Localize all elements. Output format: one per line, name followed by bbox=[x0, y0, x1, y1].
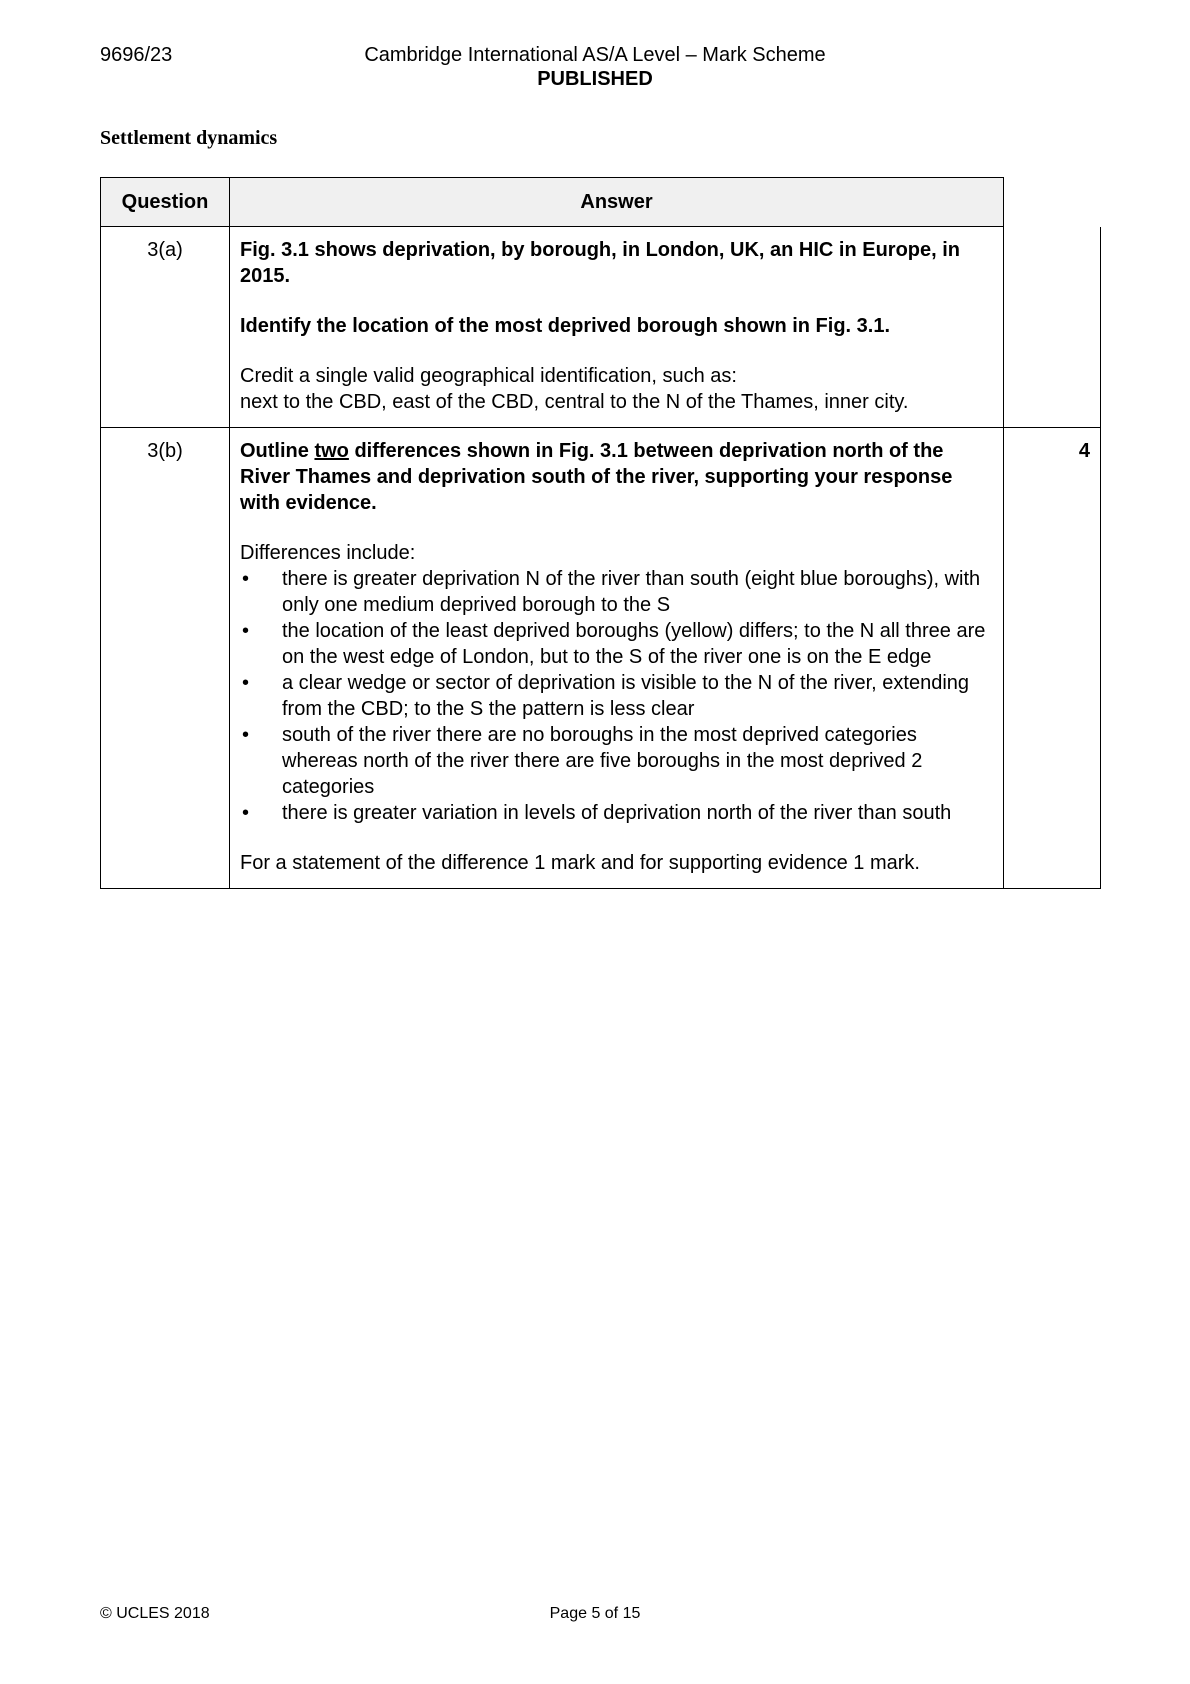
bullet-icon: • bbox=[242, 568, 250, 590]
paper-code: 9696/23 bbox=[100, 44, 173, 66]
question-instruction: Identify the location of the most deprived borough shown in Fig. 3.1. bbox=[240, 315, 891, 337]
marks-cell: 4 bbox=[1004, 428, 1101, 889]
answer-column-header: Answer bbox=[230, 178, 1004, 227]
list-item: • the location of the least deprived boroughs (yellow) differs; to the N all three are on the west edge of London, but to the S of the river one is on the E edge bbox=[242, 620, 986, 668]
page-number: Page 5 of 15 bbox=[549, 1605, 641, 1622]
answer-cell bbox=[230, 428, 1004, 889]
marking-guidance-examples: next to the CBD, east of the CBD, central to the N of the Thames, inner city. bbox=[240, 391, 909, 413]
mark-scheme-table bbox=[100, 177, 1101, 889]
question-column-header: Question bbox=[101, 178, 230, 227]
bullet-icon: • bbox=[242, 802, 250, 824]
table-row bbox=[101, 227, 1101, 428]
list-item: • a clear wedge or sector of deprivation is visible to the N of the river, extending from the CBD; to the S the pattern is less clear bbox=[242, 672, 970, 720]
document-title: Cambridge International AS/A Level – Mark Scheme bbox=[364, 44, 826, 66]
bullet-icon: • bbox=[242, 724, 250, 746]
list-item: • there is greater variation in levels of deprivation north of the river than south bbox=[242, 802, 952, 824]
list-item: • there is greater deprivation N of the river than south (eight blue boroughs), with only one medium deprived borough to the S bbox=[242, 568, 981, 616]
prompt-text-end: differences shown in Fig. 3.1 between deprivation north of the River Thames and deprivation south of the river, supporting your response with evidence. bbox=[240, 440, 953, 514]
document-header bbox=[0, 44, 1190, 91]
answer-cell bbox=[230, 227, 1004, 428]
question-prompt bbox=[240, 438, 993, 516]
prompt-text-start: Outline bbox=[240, 440, 315, 462]
marking-guidance: Credit a single valid geographical identification, such as: bbox=[240, 365, 737, 387]
prompt-emphasis: two bbox=[314, 440, 349, 462]
marking-note: For a statement of the difference 1 mark and for supporting evidence 1 mark. bbox=[240, 852, 920, 874]
table-header-row bbox=[101, 178, 1101, 227]
differences-intro: Differences include: bbox=[240, 542, 416, 564]
bullet-icon: • bbox=[242, 620, 250, 642]
differences-list bbox=[240, 566, 993, 826]
question-prompt: Fig. 3.1 shows deprivation, by borough, in London, UK, an HIC in Europe, in 2015. bbox=[240, 239, 961, 287]
list-item: • south of the river there are no boroughs in the most deprived categories whereas north of the river there are five boroughs in the most deprived 2 categories bbox=[242, 724, 923, 798]
bullet-icon: • bbox=[242, 672, 250, 694]
marks-column-header bbox=[1004, 178, 1101, 227]
section-title: Settlement dynamics bbox=[100, 127, 278, 149]
question-number: 3(b) bbox=[101, 428, 230, 889]
question-number: 3(a) bbox=[101, 227, 230, 428]
table-row bbox=[101, 428, 1101, 889]
marks-cell bbox=[1004, 227, 1101, 428]
copyright: © UCLES 2018 bbox=[100, 1605, 210, 1622]
published-label: PUBLISHED bbox=[537, 68, 653, 90]
